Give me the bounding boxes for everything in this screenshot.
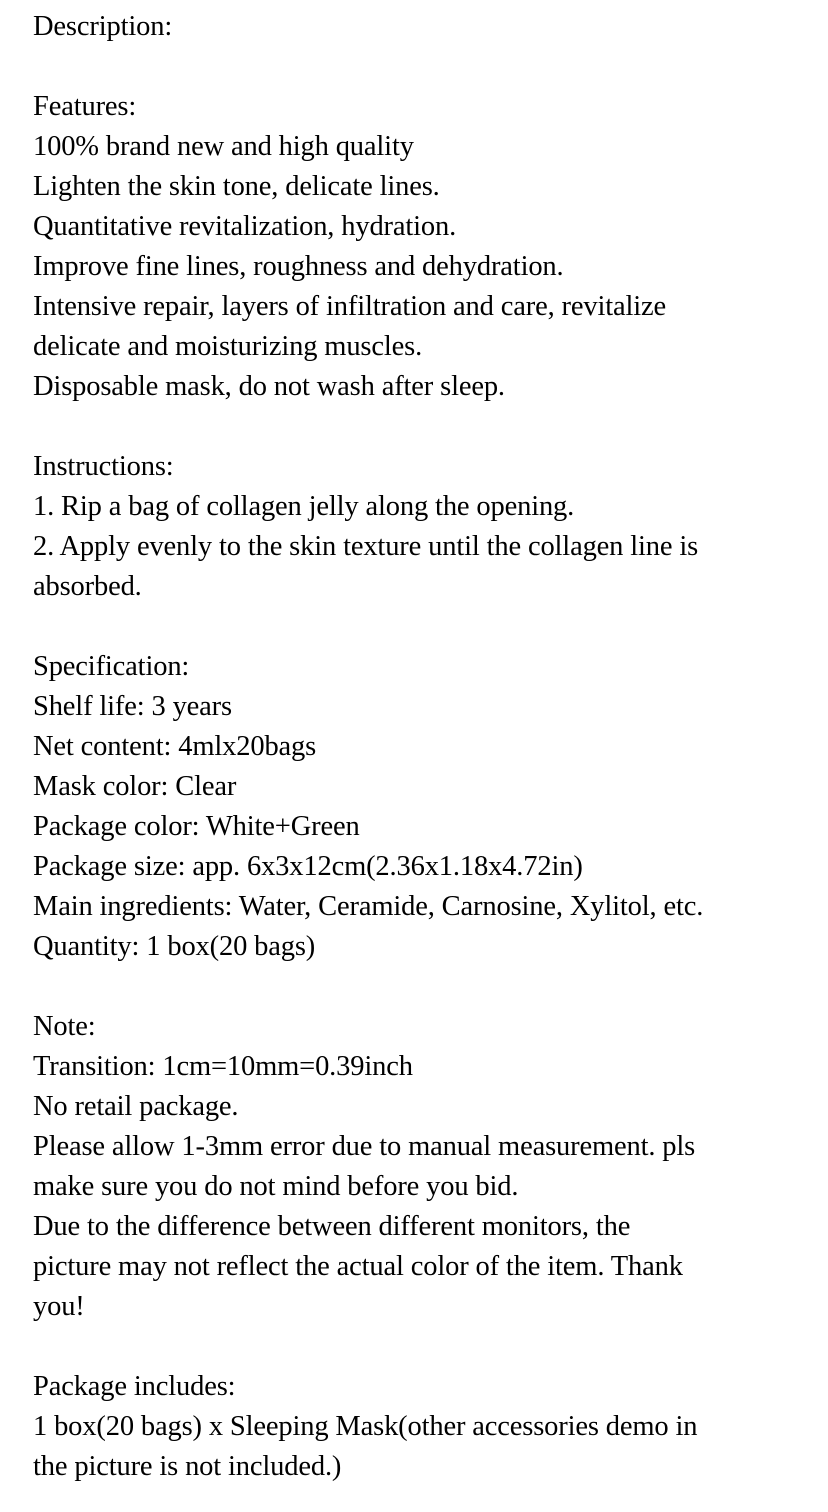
specification-line: Package size: app. 6x3x12cm(2.36x1.18x4.72in) xyxy=(33,851,583,882)
package-includes-line: 1 box(20 bags) x Sleeping Mask(other accessories demo in xyxy=(33,1411,698,1442)
spacer xyxy=(33,47,823,87)
features-line: delicate and moisturizing muscles. xyxy=(33,331,423,362)
instructions-line: absorbed. xyxy=(33,571,142,602)
instructions-line: 2. Apply evenly to the skin texture until the collagen line is xyxy=(33,531,699,562)
features-heading: Features: xyxy=(33,91,137,122)
specification-line: Mask color: Clear xyxy=(33,771,237,802)
note-line: No retail package. xyxy=(33,1091,239,1122)
features-line: 100% brand new and high quality xyxy=(33,131,414,162)
product-description-document xyxy=(33,7,823,1487)
specification-line: Main ingredients: Water, Ceramide, Carnosine, Xylitol, etc. xyxy=(33,891,704,922)
package-includes-heading: Package includes: xyxy=(33,1371,236,1402)
note-line: picture may not reflect the actual color of the item. Thank xyxy=(33,1251,683,1282)
note-line: make sure you do not mind before you bid. xyxy=(33,1171,519,1202)
specification-line: Net content: 4mlx20bags xyxy=(33,731,317,762)
description-heading: Description: xyxy=(33,11,173,42)
instructions-section xyxy=(33,447,823,607)
note-line: you! xyxy=(33,1291,85,1322)
instructions-line: 1. Rip a bag of collagen jelly along the opening. xyxy=(33,491,575,522)
note-line: Please allow 1-3mm error due to manual measurement. pls xyxy=(33,1131,696,1162)
features-section xyxy=(33,87,823,407)
package-includes-section xyxy=(33,1367,823,1487)
note-line: Transition: 1cm=10mm=0.39inch xyxy=(33,1051,413,1082)
spacer xyxy=(33,1327,823,1367)
spacer xyxy=(33,407,823,447)
features-line: Disposable mask, do not wash after sleep. xyxy=(33,371,505,402)
specification-heading: Specification: xyxy=(33,651,190,682)
instructions-heading: Instructions: xyxy=(33,451,174,482)
specification-section xyxy=(33,647,823,967)
note-line: Due to the difference between different monitors, the xyxy=(33,1211,631,1242)
specification-line: Package color: White+Green xyxy=(33,811,360,842)
specification-line: Quantity: 1 box(20 bags) xyxy=(33,931,316,962)
features-line: Quantitative revitalization, hydration. xyxy=(33,211,457,242)
note-section xyxy=(33,1007,823,1327)
specification-line: Shelf life: 3 years xyxy=(33,691,232,722)
features-line: Intensive repair, layers of infiltration and care, revitalize xyxy=(33,291,667,322)
features-line: Lighten the skin tone, delicate lines. xyxy=(33,171,440,202)
spacer xyxy=(33,967,823,1007)
note-heading: Note: xyxy=(33,1011,96,1042)
spacer xyxy=(33,607,823,647)
features-line: Improve fine lines, roughness and dehydration. xyxy=(33,251,564,282)
package-includes-line: the picture is not included.) xyxy=(33,1451,342,1482)
